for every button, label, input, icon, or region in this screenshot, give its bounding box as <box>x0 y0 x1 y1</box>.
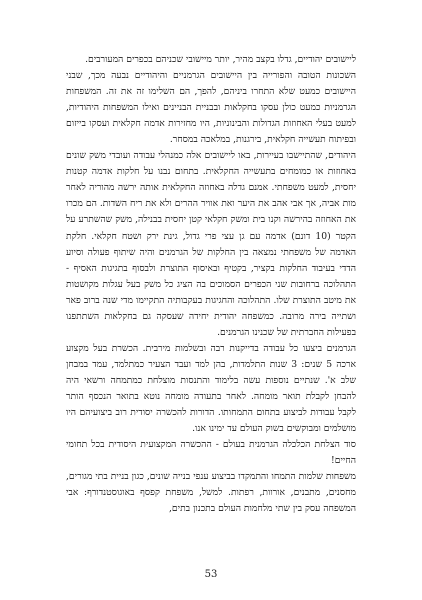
paragraph-6: משפחות שלמות התמחו והתמקדו בביצוע ענפי בנייה שונים, כגון בניית בתי מגורים, מחסנים, מתבנים, אורוות, רפתות. למשל, משפחת קפסף באוגוסטנדורף: אבי המשפחה עסק בין שתי מלחמות העולם בתכנון בתים, <box>66 471 356 515</box>
page-number: 53 <box>204 569 218 580</box>
paragraph-3: היהודים, שהתיישבו בעיירות, באו ליישובים אלה כמנהלי עבודה ועובדי משק שונים באחוזות או כמומחים בתעשייה החקלאית. בתחום נבנו על חלקות אדמה קטנות יחסית, למעט משפחתי. אמנם גדלה באחוזה החקלאית אותה ירשה מהוריה לאחר מות אביה, אך אבי אהב את היער ואת אוויר ההרים ולא את ריח השדות. הם מכרו את האחוזה בהירשה וקנו בית ומשק חקלאי קטן יחסית בבנילה, משק שהשתרע על הקטר (10 דונם) אדמה עם גן עצי פרי גדול, גינת ירק ושטח חקלאי. חלקת האדמה של משפחתי נמצאה בין החלקות של הגרמנים והיה שיתוף פעולה וסיוע הדדי בעיבוד החלקות בקציר, בקטיף ובאיסוף התוצרת ולבסוף בתגיגות האסיף - התהלוכה ברחובות שני הכפרים הסמוכים בה הציג כל משק בעל עגלות מקושטות את מיטב התוצרת שלו. התהלוכה והחגיגות בעקבותיה התקיימו מדי שנה ברוב פאר ושתייה בירה מרובה. כמשפחה יהודית יחידה שעסקה גם בחקלאות השתתפנו בפעילות החברתית של שכנינו הגרמנים. <box>66 150 356 338</box>
paragraph-5: סוד הצלחת הכלכלה הגרמנית בעולם - ההכשרה המקצועית היסודית בכל תחומי החיים! <box>66 439 356 467</box>
paragraph-1: ליישובים יהודיים, גדלו בקצב מהיר, יותר מיישובי שכניהם בכפרים המעורבים. <box>85 54 356 65</box>
paragraph-2: השכונות הטובה והפורייה בין היישובים הגרמניים והיהודיים נבעה מכך, שבני היישובים כמעט שלא התחרו ביניהם, להפך, הם השלימו זה את זה. המשפחות הגרמניות כמעט כולן עסקו בחקלאות ובבניית הבניינים ואילו המשפחות היהודיות, למעט בעלי האחוזות הגדולות והבינוניות, היו מחזירות אדמה חקלאית ועסקו בייזום ובפיתוח תעשייה חקלאית, בירגנות, במלאכה במסחר. <box>66 70 356 146</box>
body-text <box>66 52 356 517</box>
paragraph-4: הגרמנים ביצעו כל עבודה בדייקנות רבה ובשלמות מירבית. הכשרת בעל מקצוע ארכה 5 שנים: 3 שנות התלמדות, בהן למד ועבד הצעיר כמתלמד, עמד במבחן שלב א'. שנתיים נוספות עשה בלימוד והתנסות מוצלחת כמתמחה ורשאי היה להבחן לקבלת תואר מומחה. לאחר בתעודה מומחה נוטא בתואר הנכסף הותר לקבל עבודות לביצוע בתחום התמחותו. הדורות להכשרה יסודית רוב ביצועיהם היו מושלמים ומבוקשים בשוק העולם עד ימינו אנו. <box>66 342 356 435</box>
